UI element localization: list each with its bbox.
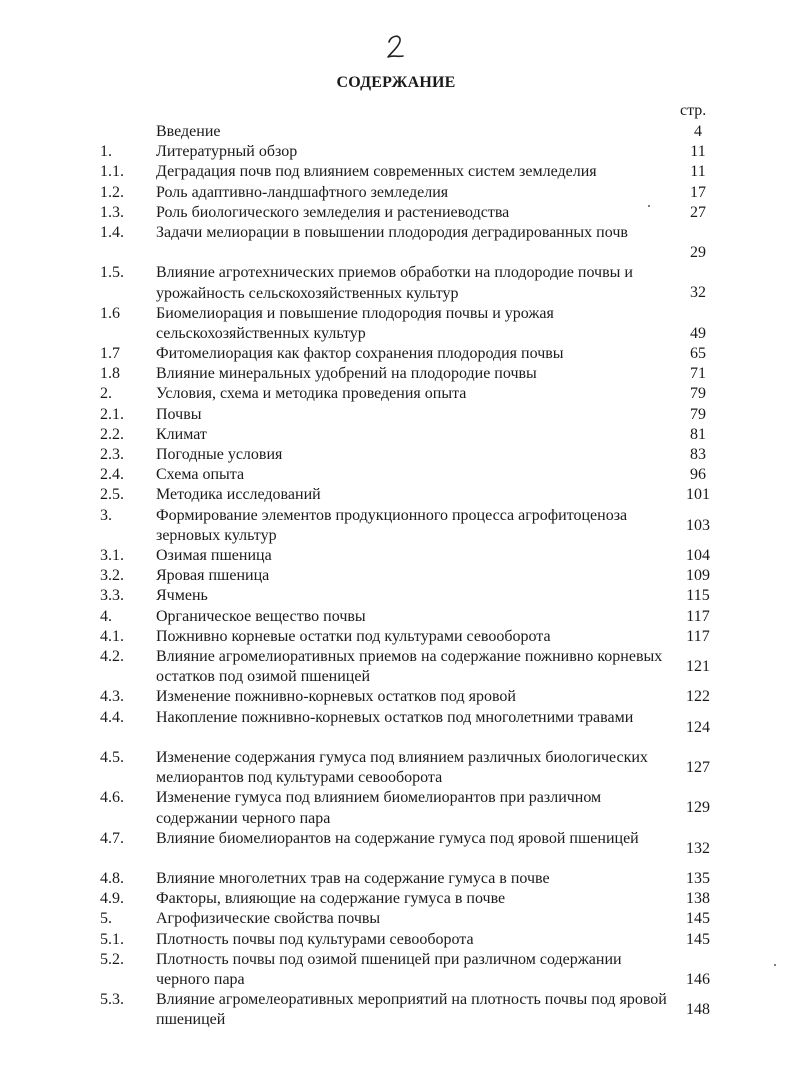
toc-entry bbox=[0, 304, 792, 344]
toc-entry-title: Влияние агротехнических приемов обработки на плодородие почвы и урожайность сельскохозяйственных культур bbox=[156, 264, 633, 302]
scan-speck bbox=[774, 964, 776, 966]
toc-entry-number: 5.3. bbox=[100, 991, 124, 1009]
toc-entry-page: 121 bbox=[686, 657, 710, 675]
toc-entry-page: 145 bbox=[686, 930, 710, 948]
toc-entry bbox=[0, 485, 792, 505]
toc-entry-page: 103 bbox=[686, 516, 710, 534]
toc-entry-title: Роль биологического земледелия и растениеводства bbox=[156, 203, 510, 221]
toc-entry bbox=[0, 203, 792, 223]
scan-speck bbox=[648, 205, 650, 207]
toc-entry-number: 4.5. bbox=[100, 748, 124, 766]
toc-entry-page: 122 bbox=[686, 688, 710, 706]
toc-entry-title: Погодные условия bbox=[156, 446, 283, 464]
toc-entry-title: Агрофизические свойства почвы bbox=[156, 910, 381, 928]
toc-entry-number: 5. bbox=[100, 910, 112, 928]
toc-entry-page: 124 bbox=[686, 718, 710, 736]
handwritten-page-number bbox=[383, 30, 409, 64]
toc-entry bbox=[0, 566, 792, 586]
toc-entry-title: Пожнивно корневые остатки под культурами севооборота bbox=[156, 627, 551, 645]
toc-entry-title: Влияние агромелиоративных приемов на содержание пожнивно корневых остатков под озимой пшеницей bbox=[156, 647, 663, 686]
toc-entry-page: 109 bbox=[686, 567, 710, 585]
toc-entry-title: Озимая пшеница bbox=[156, 547, 272, 564]
toc-entry-number: 4.7. bbox=[100, 829, 124, 847]
toc-entry-title: Роль адаптивно-ландшафтного земледелия bbox=[156, 183, 449, 201]
toc-entry bbox=[0, 889, 792, 909]
toc-entry-number: 3. bbox=[100, 506, 112, 524]
toc-entry-page: 129 bbox=[686, 799, 710, 817]
page-title: СОДЕРЖАНИЕ bbox=[336, 74, 456, 91]
toc-entry bbox=[0, 405, 792, 425]
toc-entry-page: 127 bbox=[686, 758, 710, 776]
toc-entry bbox=[0, 344, 792, 364]
toc-entry bbox=[0, 950, 792, 990]
toc-entry-number: 2.2. bbox=[100, 425, 124, 443]
toc-entry-number: 3.2. bbox=[100, 567, 124, 585]
toc-entry-title: Деградация почв под влиянием современных систем земледелия bbox=[156, 163, 597, 181]
toc-entry-page: 65 bbox=[690, 345, 706, 363]
toc-entry bbox=[0, 607, 792, 627]
toc-entry-page: 79 bbox=[690, 405, 706, 423]
toc-entry-page: 138 bbox=[686, 890, 710, 908]
toc-entry-title: Почвы bbox=[156, 405, 202, 423]
toc-entry-page: 71 bbox=[690, 365, 706, 383]
toc-entry-page: 17 bbox=[690, 183, 706, 201]
toc-entry-page: 96 bbox=[690, 466, 706, 484]
toc-entry-number: 4.1. bbox=[100, 627, 124, 645]
toc-entry-page: 148 bbox=[686, 1001, 710, 1019]
toc-entry-number: 3.1. bbox=[100, 547, 124, 564]
toc-entry-title: Изменение гумуса под влиянием биомелиорантов при различном содержании черного пара bbox=[156, 789, 602, 827]
toc-entry bbox=[0, 506, 792, 546]
toc-entry bbox=[0, 647, 792, 687]
toc-entry-title: Фитомелиорация как фактор сохранения плодородия почвы bbox=[156, 345, 564, 363]
toc-entry-number: 4.3. bbox=[100, 688, 124, 706]
toc-entry-page: 83 bbox=[690, 446, 706, 464]
toc-entry-title: Формирование элементов продукционного процесса агрофитоценоза зерновых культур bbox=[156, 506, 628, 544]
toc-entry bbox=[0, 223, 792, 263]
toc-entry-number: 2. bbox=[100, 385, 112, 403]
toc-entry-number: 4.6. bbox=[100, 789, 124, 807]
toc-entry-title: Изменение пожнивно-корневых остатков под яровой bbox=[156, 688, 516, 706]
toc-entry bbox=[0, 465, 792, 485]
toc-entry-number: 1.7 bbox=[100, 345, 120, 363]
toc-entry-page: 145 bbox=[686, 910, 710, 928]
toc-entry bbox=[0, 425, 792, 445]
toc-entry-title: Методика исследований bbox=[156, 486, 321, 504]
toc-entry bbox=[0, 384, 792, 404]
toc-entry bbox=[0, 142, 792, 162]
toc-entry bbox=[0, 990, 792, 1030]
toc-entry-title: Факторы, влияющие на содержание гумуса в почве bbox=[156, 890, 506, 908]
toc-entry bbox=[0, 263, 792, 303]
toc-entry bbox=[0, 445, 792, 465]
toc-entry-title: Влияние биомелиорантов на содержание гумуса под яровой пшеницей bbox=[156, 829, 639, 847]
toc-entry-title: Биомелиорация и повышение плодородия почвы и урожая сельскохозяйственных культур bbox=[156, 304, 554, 342]
toc-entry-title: Схема опыта bbox=[156, 466, 245, 484]
toc-entry-title: Влияние агромелеоративных мероприятий на плотность почвы под яровой пшеницей bbox=[156, 991, 667, 1029]
toc-entry-page: 29 bbox=[690, 243, 706, 261]
toc-entry-title: Яровая пшеница bbox=[156, 567, 270, 585]
toc-entry-number: 4. bbox=[100, 607, 112, 625]
toc-entry-number: 1.3. bbox=[100, 203, 124, 221]
toc-entry-page: 101 bbox=[686, 486, 710, 504]
toc-entry bbox=[0, 748, 792, 788]
toc-entry bbox=[0, 909, 792, 929]
toc-entry-title: Плотность почвы под культурами севооборота bbox=[156, 930, 474, 948]
toc-entry-page: 104 bbox=[686, 547, 710, 564]
toc-entry bbox=[0, 122, 792, 142]
toc-entry-title: Влияние многолетних трав на содержание гумуса в почве bbox=[156, 870, 550, 888]
toc-entry-page: 32 bbox=[690, 284, 706, 302]
toc-entry-number: 4.8. bbox=[100, 870, 124, 888]
toc-entry-title: Задачи мелиорации в повышении плодородия деградированных почв bbox=[156, 223, 628, 241]
toc-entry-number: 4.4. bbox=[100, 708, 124, 726]
toc-entry-page: 49 bbox=[690, 324, 706, 342]
toc-entry-number: 1.1. bbox=[100, 163, 124, 181]
toc-entry-title: Ячмень bbox=[156, 587, 208, 605]
toc-entry-title: Органическое вещество почвы bbox=[156, 607, 366, 625]
toc-entry-number: 2.4. bbox=[100, 466, 124, 484]
toc-entry-page: 132 bbox=[686, 839, 710, 857]
toc-entry bbox=[0, 162, 792, 182]
toc-entry-page: 117 bbox=[686, 627, 710, 645]
toc-entry-page: 79 bbox=[690, 385, 706, 403]
toc-entry-number: 1.6 bbox=[100, 304, 120, 322]
toc-entry-number: 2.5. bbox=[100, 486, 124, 504]
toc-entry bbox=[0, 869, 792, 889]
toc-entry-page: 11 bbox=[690, 143, 706, 161]
toc-entry-title: Климат bbox=[156, 425, 207, 443]
toc-entry-title: Изменение содержания гумуса под влиянием различных биологических мелиорантов под культурами севооборота bbox=[156, 748, 648, 787]
toc-entry-number: 4.9. bbox=[100, 890, 124, 908]
toc-entry bbox=[0, 708, 792, 748]
toc-entry-page: 135 bbox=[686, 870, 710, 888]
toc-entry-page: 117 bbox=[686, 607, 710, 625]
toc-entry bbox=[0, 687, 792, 707]
toc-entry-page: 27 bbox=[690, 203, 706, 221]
toc-entry-page: 146 bbox=[686, 970, 710, 988]
toc-entry-title: Введение bbox=[156, 123, 221, 140]
toc-entry-number: 1.8 bbox=[100, 365, 120, 383]
table-of-contents bbox=[0, 122, 792, 1031]
toc-entry bbox=[0, 627, 792, 647]
page-column-header: стр. bbox=[680, 102, 707, 119]
toc-entry-number: 2.3. bbox=[100, 446, 124, 464]
toc-entry-title: Условия, схема и методика проведения опыта bbox=[156, 385, 467, 403]
toc-entry-number: 5.2. bbox=[100, 950, 124, 968]
toc-entry-page: 81 bbox=[690, 425, 706, 443]
toc-entry bbox=[0, 930, 792, 950]
toc-entry bbox=[0, 364, 792, 384]
toc-entry-number: 5.1. bbox=[100, 930, 124, 948]
toc-entry-number: 2.1. bbox=[100, 405, 124, 423]
toc-entry-title: Литературный обзор bbox=[156, 143, 298, 161]
toc-entry bbox=[0, 183, 792, 203]
toc-entry-number: 4.2. bbox=[100, 647, 124, 665]
toc-entry-number: 3.3. bbox=[100, 587, 124, 605]
toc-entry-number: 1.5. bbox=[100, 264, 124, 282]
toc-entry bbox=[0, 586, 792, 606]
toc-entry-page: 11 bbox=[690, 163, 706, 181]
toc-entry-page: 4 bbox=[694, 123, 702, 140]
toc-entry bbox=[0, 546, 792, 566]
toc-entry-number: 1.4. bbox=[100, 223, 124, 241]
toc-entry-number: 1.2. bbox=[100, 183, 124, 201]
toc-entry-number: 1. bbox=[100, 143, 112, 161]
toc-entry-title: Влияние минеральных удобрений на плодородие почвы bbox=[156, 365, 537, 383]
toc-entry-page: 115 bbox=[686, 587, 710, 605]
toc-entry bbox=[0, 829, 792, 869]
toc-entry bbox=[0, 788, 792, 828]
toc-entry-title: Накопление пожнивно-корневых остатков под многолетними травами bbox=[156, 708, 634, 726]
toc-entry-title: Плотность почвы под озимой пшеницей при различном содержании черного пара bbox=[156, 950, 622, 989]
